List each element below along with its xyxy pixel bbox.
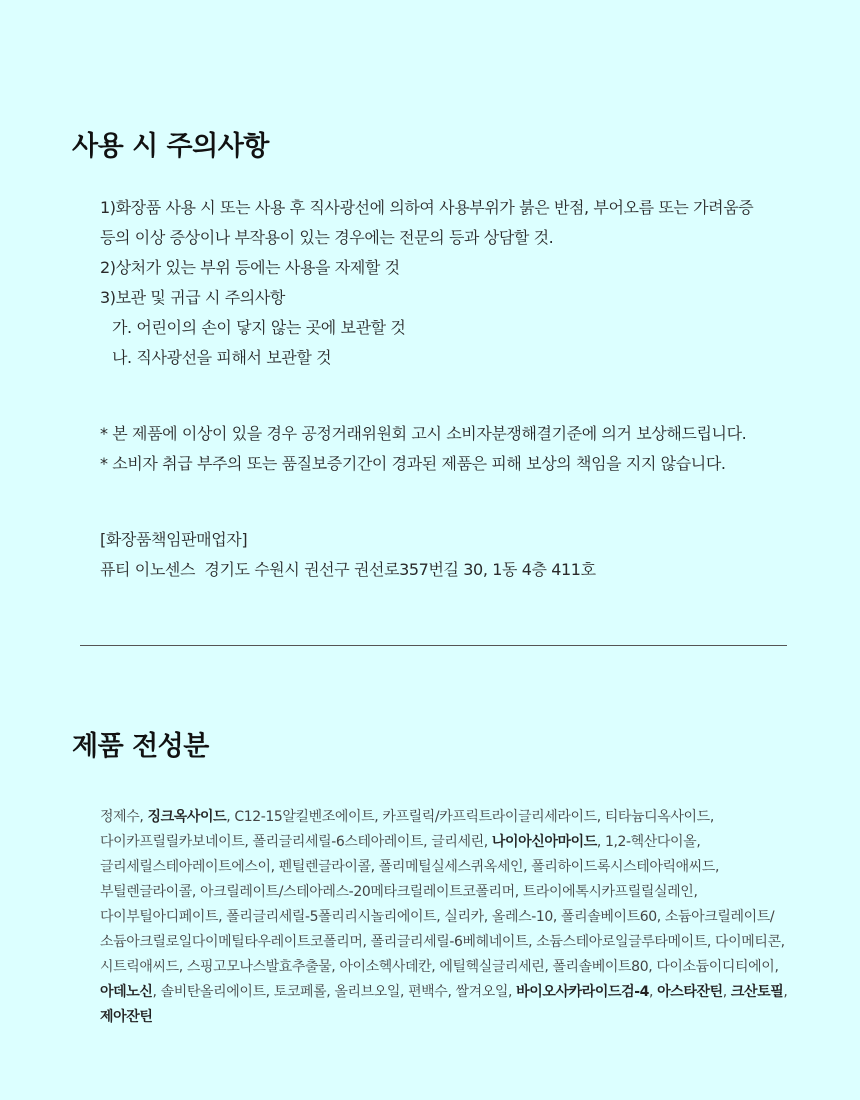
ingredient-item: 글리세린 — [431, 834, 484, 850]
ingredient-item: 펜틸렌글라이콜 — [278, 859, 371, 875]
ingredient-item: 편백수 — [408, 984, 448, 1000]
compensation-notice — [100, 419, 790, 479]
seller-info — [100, 525, 790, 585]
ingredient-item: 카프릴릭/카프릭트라이글리세라이드 — [382, 809, 597, 825]
ingredient-item: 크산토필 — [730, 984, 784, 1000]
caution-section-title: 사용 시 주의사항 — [72, 131, 269, 162]
ingredient-item: 소듐스테아로일글루타메이트 — [536, 934, 707, 950]
ingredient-item: 폴리메틸실세스퀴옥세인 — [378, 859, 524, 875]
ingredient-item: 제아잔틴 — [100, 1009, 153, 1025]
ingredient-item: 올레스-10 — [491, 909, 553, 925]
ingredient-item: 다이카프릴릴카보네이트 — [100, 834, 245, 850]
ingredient-item: 1,2-헥산다이올 — [604, 834, 697, 850]
ingredient-item: 아크릴레이트/스테아레스-20메타크릴레이트코폴리머 — [199, 884, 515, 900]
ingredient-item: 다이메티콘 — [714, 934, 781, 950]
section-divider — [80, 645, 787, 646]
ingredient-item: 폴리글리세릴-6스테아레이트 — [252, 834, 424, 850]
ingredient-item: 징크옥사이드 — [147, 809, 227, 825]
ingredient-item: 아데노신 — [100, 984, 153, 1000]
ingredient-item: 쌀겨오일 — [455, 984, 509, 1000]
ingredient-item: 정제수 — [100, 809, 140, 825]
ingredient-item: 올리브오일 — [334, 984, 400, 1000]
ingredient-item: 나이아신아마이드 — [491, 834, 597, 850]
ingredient-item: 폴리솔베이트80 — [552, 959, 649, 975]
ingredient-item: 폴리글리세릴-6베헤네이트 — [370, 934, 529, 950]
caution-line: 1)화장품 사용 시 또는 사용 후 직사광선에 의하여 사용부위가 붉은 반점, 부어오름 또는 가려움증 — [100, 198, 754, 217]
seller-label: [화장품책임판매업자] — [100, 530, 248, 549]
ingredient-item: 바이오사카라이드검-4 — [516, 984, 650, 1000]
ingredient-item: 소듐아크릴레이트/소듐아크릴로일다이메틸타우레이트코폴리머 — [100, 909, 775, 950]
ingredient-item: 글리세릴스테아레이트에스이 — [100, 859, 271, 875]
ingredient-item: 트라이에톡시카프릴릴실레인 — [522, 884, 694, 900]
ingredient-item: 솔비탄올리에이트 — [160, 984, 266, 1000]
ingredient-item: 에틸헥실글리세린 — [439, 959, 545, 975]
ingredient-item: 스핑고모나스발효추출물 — [186, 959, 332, 975]
notice-line: * 본 제품에 이상이 있을 경우 공정거래위원회 고시 소비자분쟁해결기준에 의거 보상해드립니다. — [100, 424, 747, 443]
caution-list — [100, 193, 790, 373]
ingredients-section-title: 제품 전성분 — [72, 731, 209, 762]
ingredient-item: 다이소듐이디티에이 — [656, 959, 775, 975]
seller-address: 퓨티 이노센스 경기도 수원시 권선구 권선로357번길 30, 1동 4층 411호 — [100, 560, 596, 579]
ingredient-item: C12-15알킬벤조에이트 — [234, 809, 375, 825]
ingredient-item: 티타늄디옥사이드 — [604, 809, 710, 825]
caution-line: 2)상처가 있는 부위 등에는 사용을 자제할 것 — [100, 258, 400, 277]
ingredient-item: 아이소헥사데칸 — [339, 959, 432, 975]
ingredient-item: 다이부틸아디페이트 — [100, 909, 219, 925]
caution-line: 등의 이상 증상이나 부작용이 있는 경우에는 전문의 등과 상담할 것. — [100, 228, 554, 247]
caution-subline: 가. 어린이의 손이 닿지 않는 곳에 보관할 것 — [112, 318, 406, 337]
ingredient-list: 정제수, 징크옥사이드, C12-15알킬벤조에이트, 카프릴릭/카프릭트라이글리세라이드, 티타늄디옥사이드, 다이카프릴릴카보네이트, 폴리글리세릴-6스테아레이트, 글리세린, 나이아신아마이드, 1,2-헥산다이올, 글리세릴스테아레이트에스이, 펜틸렌글라이콜, 폴리메틸실세스퀴옥세인, 폴리하이드록시스테아릭애씨드, 부틸렌글라이콜, 아크릴레이트/스테아레스-20메타크릴레이트코폴리머, 트라이에톡시카프릴릴실레인, 다이부틸아디페이트, 폴리글리세릴-5폴리리시놀리에이트, 실리카, 올레스-10, 폴리솔베이트60, 소듐아크릴레이트/소듐아크릴로일다이메틸타우레이트코폴리머, 폴리글리세릴-6베헤네이트, 소듐스테아로일글루타메이트, 다이메티콘, 시트릭애씨드, 스핑고모나스발효추출물, 아이소헥사데칸, 에틸헥실글리세린, 폴리솔베이트80, 다이소듐이디티에이, 아데노신, 솔비탄올리에이트, 토코페롤, 올리브오일, 편백수, 쌀겨오일, 바이오사카라이드검-4, 아스타잔틴, 크산토필, 제아잔틴 — [100, 809, 788, 1025]
notice-line: * 소비자 취급 부주의 또는 품질보증기간이 경과된 제품은 피해 보상의 책임을 지지 않습니다. — [100, 454, 726, 473]
ingredient-item: 폴리글리세릴-5폴리리시놀리에이트 — [226, 909, 437, 925]
ingredient-item: 폴리솔베이트60 — [561, 909, 657, 925]
ingredient-item: 폴리하이드록시스테아릭애씨드 — [531, 859, 715, 875]
ingredient-item: 시트릭애씨드 — [100, 959, 179, 975]
caution-subline: 나. 직사광선을 피해서 보관할 것 — [112, 348, 332, 367]
ingredient-item: 실리카 — [444, 909, 484, 925]
ingredient-item: 부틸렌글라이콜 — [100, 884, 192, 900]
caution-line: 3)보관 및 귀급 시 주의사항 — [100, 288, 285, 307]
ingredient-item: 토코페롤 — [273, 984, 327, 1000]
ingredient-item: 아스타잔틴 — [657, 984, 723, 1000]
